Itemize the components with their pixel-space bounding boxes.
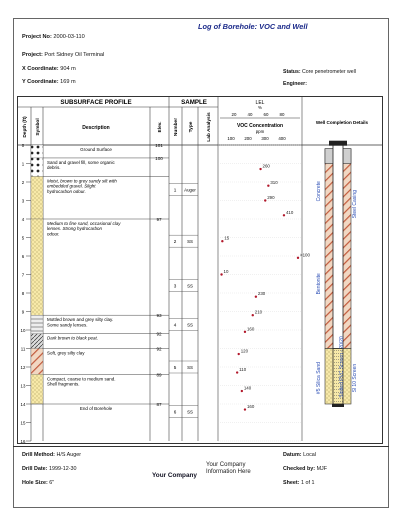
voc-point	[241, 390, 243, 392]
depth-tick-label: 16	[20, 439, 26, 443]
sheet-number: Sheet: 1 of 1	[283, 480, 315, 486]
x-coordinate: X Coordinate: 904 m	[22, 66, 76, 72]
voc-point-label: 15	[224, 235, 230, 241]
layer-description: Ground Surface	[80, 147, 112, 152]
layer-description: Mottled brown and grey silty clay.	[47, 317, 114, 323]
soil-symbol	[31, 158, 43, 177]
sample-type: SS	[187, 365, 193, 370]
sample-type: SS	[187, 409, 193, 415]
soil-symbol	[31, 315, 43, 334]
voc-point-label: 230	[257, 291, 266, 297]
voc-tick-label: 100	[227, 136, 235, 141]
sample-heading: SAMPLE	[181, 99, 207, 106]
voc-point	[238, 353, 240, 355]
layer-elevation: 92	[156, 346, 162, 352]
voc-point-label: 290	[267, 195, 275, 200]
voc-heading: VOC Concentration	[236, 123, 284, 129]
layer-description: Medium to fine sand, occasional clay	[47, 221, 121, 226]
description-heading: Description	[82, 125, 110, 131]
soil-symbol	[31, 349, 43, 375]
footer-divider	[13, 446, 389, 447]
voc-point-label: 410	[285, 209, 294, 215]
layer-elevation: 89	[156, 372, 162, 378]
lel-tick-label: 40	[247, 112, 253, 117]
log-title: Log of Borehole: VOC and Well	[198, 22, 308, 31]
voc-point	[259, 168, 261, 170]
voc-point-label: 160	[246, 326, 255, 332]
depth-tick-label: 15	[20, 420, 26, 426]
layer-description: End of Borehole	[79, 406, 113, 411]
depth-tick-label: 8	[21, 291, 25, 296]
layer-description: Soft, grey silty clay	[47, 350, 85, 356]
voc-point	[220, 273, 222, 275]
depth-tick-label: 0	[21, 143, 25, 148]
voc-point	[297, 257, 299, 259]
voc-point	[252, 314, 254, 316]
hole-size: Hole Size: 6"	[22, 480, 55, 486]
depth-tick-label: 7	[21, 272, 25, 278]
layer-elevation: 93	[156, 313, 162, 319]
layer-description: Dark brown to black peat.	[47, 335, 99, 341]
sample-number: 2	[173, 239, 177, 245]
voc-point-label: >100	[300, 252, 310, 258]
well-end-plug	[332, 404, 344, 407]
voc-tick-label: 400	[278, 136, 286, 141]
voc-point-label: 10	[223, 269, 229, 274]
layer-description: Shell fragments.	[47, 381, 80, 387]
soil-symbol	[31, 219, 43, 315]
silica-sand-label: #5 Silica Sand	[316, 362, 322, 395]
voc-point-label: 160	[246, 404, 255, 410]
y-coordinate: Y Coordinate: 169 m	[22, 79, 76, 85]
soil-symbol	[31, 334, 43, 349]
depth-tick-label: 5	[21, 235, 25, 241]
voc-tick-label: 200	[244, 136, 252, 141]
voc-point-label: 210	[254, 309, 263, 315]
drill-method: Drill Method: H/S Auger	[22, 452, 82, 458]
sample-number: 4	[173, 322, 177, 328]
project-no: Project No: 2000-03-110	[22, 34, 85, 40]
casing-label: Steel Casing	[352, 190, 358, 219]
depth-tick-label: 10	[20, 328, 26, 333]
soil-symbol	[31, 145, 43, 158]
voc-point-label: 140	[243, 385, 252, 391]
layer-description: debris.	[47, 165, 61, 171]
lel-unit: %	[258, 105, 262, 110]
depth-tick-label: 6	[21, 254, 25, 259]
depth-tick-label: 9	[21, 309, 25, 315]
depth-tick-label: 11	[20, 346, 26, 352]
subsurface-profile-heading: SUBSURFACE PROFILE	[60, 99, 132, 106]
layer-elevation: 92	[156, 331, 162, 337]
number-heading: Number	[174, 117, 179, 137]
plug-label: Sl 10 Screen	[352, 363, 358, 393]
company-logo: Your Company	[152, 472, 197, 479]
borehole-log-svg	[18, 97, 382, 443]
soil-symbol	[31, 374, 43, 404]
soil-symbol	[31, 176, 43, 219]
voc-point-label: 310	[270, 180, 278, 186]
voc-point	[236, 371, 238, 373]
voc-point	[244, 408, 246, 410]
voc-point-label: 110	[239, 367, 247, 373]
layer-elevation: 97	[156, 217, 162, 222]
well-completion-heading: Well Completion Details	[315, 120, 369, 125]
sample-type: SS	[187, 283, 193, 289]
sample-number: 3	[173, 283, 177, 289]
layer-elevation: 87	[156, 402, 162, 407]
datum: Datum: Local	[283, 452, 316, 458]
lel-tick-label: 80	[279, 112, 285, 117]
layer-description: odour.	[47, 231, 60, 237]
sample-type: Auger	[184, 187, 196, 193]
voc-point	[283, 214, 285, 216]
voc-point	[267, 185, 269, 187]
layer-description: Sand and gravel fill, some organic	[47, 159, 115, 165]
layer-description: lenses. Strong hydrocarbon	[47, 226, 103, 232]
voc-point-label: 260	[262, 163, 270, 169]
status: Status: Core penetrometer well	[283, 69, 356, 75]
depth-tick-label: 2	[21, 180, 25, 185]
sample-number: 6	[173, 409, 177, 415]
bentonite-label: Bentonite	[316, 273, 322, 295]
layer-description: embedded gravel. Slight	[47, 183, 96, 189]
depth-tick-label: 1	[21, 161, 25, 167]
checked-by: Checked by: MJF	[283, 466, 328, 472]
voc-point-label: 120	[240, 348, 249, 354]
screen-label: Slotted PVC Screen - 20/20	[339, 336, 345, 398]
depth-tick-label: 12	[20, 365, 26, 370]
layer-description: hydrocarbon odour.	[47, 188, 86, 194]
lab-analysis-heading: Lab Analysis	[207, 112, 212, 142]
type-heading: Type	[189, 121, 194, 133]
lel-tick-label: 60	[263, 112, 269, 117]
depth-tick-label: 4	[21, 217, 25, 222]
company-info: Your Company Information Here	[206, 462, 251, 475]
layer-description: Moist, brown to grey sandy silt with	[47, 178, 117, 184]
concrete-label: Concrete	[316, 181, 322, 202]
depth-heading: Depth (ft)	[23, 116, 28, 138]
well-casing	[333, 145, 343, 349]
lel-tick-label: 20	[231, 112, 237, 117]
voc-unit: ppm	[255, 129, 265, 134]
voc-point	[244, 331, 246, 333]
borehole-log	[17, 96, 383, 444]
sample-number: 5	[173, 365, 177, 370]
well-cap	[329, 141, 347, 146]
sample-number: 1	[173, 187, 177, 193]
voc-point	[255, 296, 257, 298]
layer-description: Compact, coarse to medium sand.	[47, 376, 116, 382]
sample-type: SS	[187, 239, 193, 245]
voc-tick-label: 300	[261, 136, 269, 141]
drill-date: Drill Date: 1999-12-30	[22, 466, 77, 472]
symbol-heading: Symbol	[36, 118, 41, 136]
layer-elevation: 100	[155, 155, 163, 161]
depth-tick-label: 13	[20, 383, 26, 389]
depth-tick-label: 3	[21, 198, 25, 204]
elev-heading: Elev.	[158, 121, 163, 133]
layer-elevation: 101	[155, 143, 163, 148]
voc-point	[221, 240, 223, 242]
project-name: Project: Port Sidney Oil Terminal	[22, 52, 105, 58]
voc-point	[264, 199, 266, 201]
layer-description: Some sandy lenses.	[47, 322, 88, 328]
sample-type: SS	[187, 322, 193, 328]
lel-heading: LEL	[255, 100, 265, 106]
depth-tick-label: 14	[20, 402, 26, 407]
engineer: Engineer:	[283, 81, 307, 87]
